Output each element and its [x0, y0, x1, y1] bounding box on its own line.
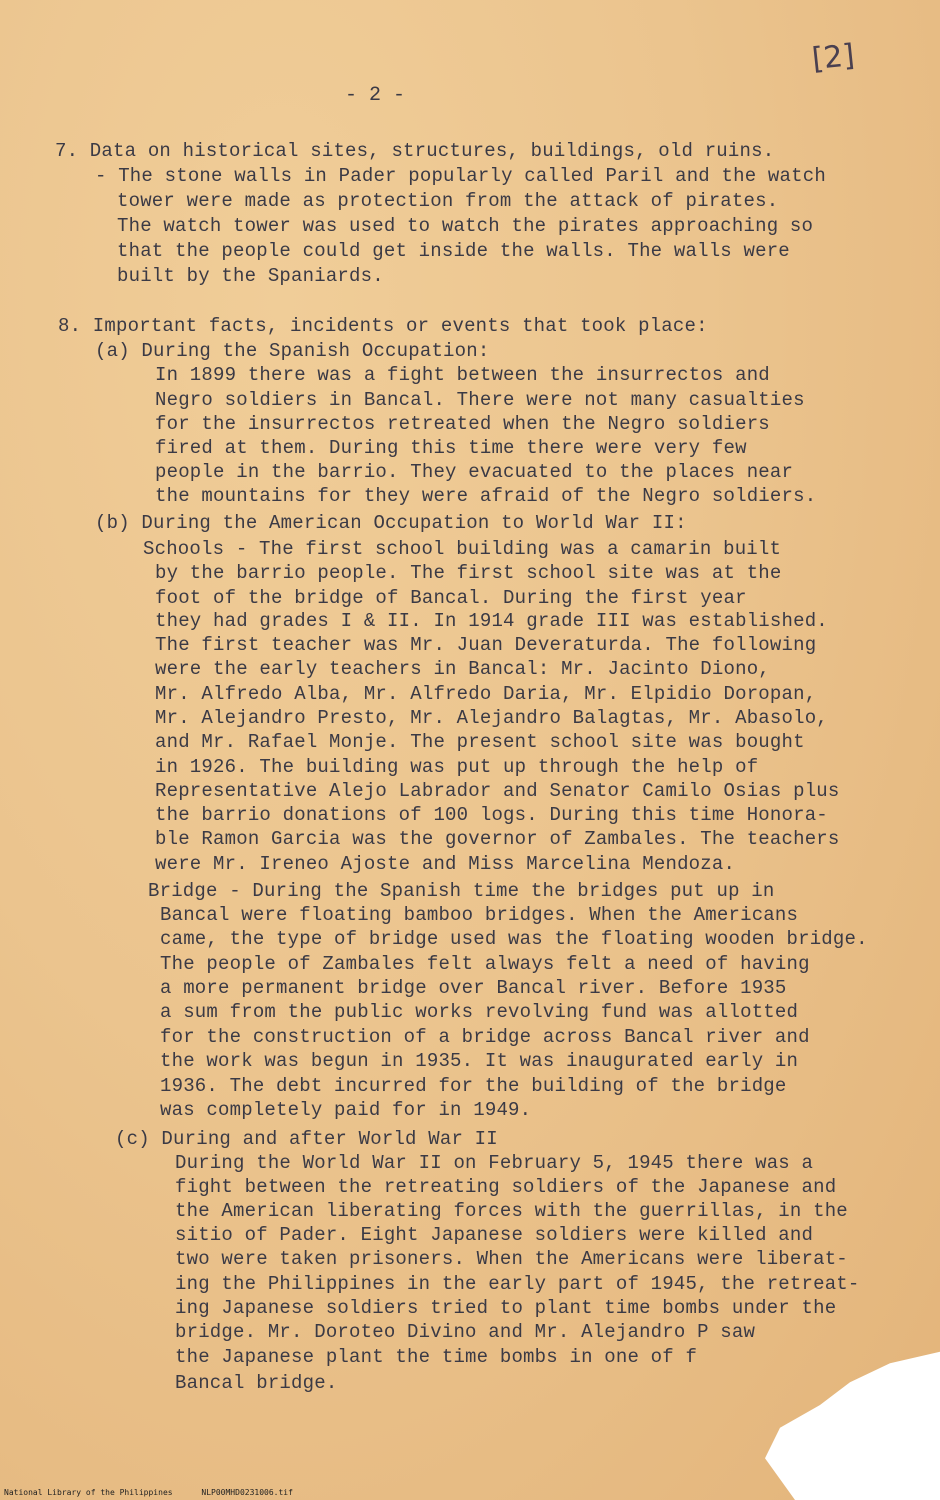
text-line: Bridge - During the Spanish time the bridges put up in	[148, 880, 775, 902]
text-line: Negro soldiers in Bancal. There were not many casualties	[155, 389, 805, 411]
text-line: came, the type of bridge used was the floating wooden bridge.	[160, 928, 868, 950]
text-line: tower were made as protection from the attack of pirates.	[117, 190, 779, 212]
text-line: In 1899 there was a fight between the insurrectos and	[155, 364, 770, 386]
text-line: Mr. Alejandro Presto, Mr. Alejandro Balagtas, Mr. Abasolo,	[155, 707, 828, 729]
text-line: by the barrio people. The first school site was at the	[155, 562, 782, 584]
text-line: The first teacher was Mr. Juan Deveraturda. The following	[155, 634, 817, 656]
text-line: During the World War II on February 5, 1945 there was a	[175, 1152, 814, 1174]
text-line: (b) During the American Occupation to World War II:	[95, 512, 687, 534]
text-line: ing Japanese soldiers tried to plant time bombs under the	[175, 1297, 837, 1319]
page-number: - 2 -	[345, 84, 406, 107]
text-line: 1936. The debt incurred for the building of the bridge	[160, 1075, 787, 1097]
text-line: they had grades I & II. In 1914 grade III was established.	[155, 610, 828, 632]
text-line: for the insurrectos retreated when the Negro soldiers	[155, 413, 770, 435]
text-line: foot of the bridge of Bancal. During the first year	[155, 587, 747, 609]
text-line: Representative Alejo Labrador and Senator Camilo Osias plus	[155, 780, 840, 802]
text-line: fired at them. During this time there were very few	[155, 437, 747, 459]
text-line: were Mr. Ireneo Ajoste and Miss Marcelina Mendoza.	[155, 853, 736, 875]
text-line: the American liberating forces with the guerrillas, in the	[175, 1200, 848, 1222]
text-line: Schools - The first school building was a camarin built	[143, 538, 782, 560]
text-line: in 1926. The building was put up through the help of	[155, 756, 759, 778]
file-id: NLP00MHD0231006.tif	[201, 1488, 293, 1497]
text-line: the work was begun in 1935. It was inaugurated early in	[160, 1050, 799, 1072]
text-line: people in the barrio. They evacuated to the places near	[155, 461, 794, 483]
text-line: Bancal bridge.	[175, 1372, 338, 1394]
text-line: The watch tower was used to watch the pirates approaching so	[117, 215, 814, 237]
text-line: that the people could get inside the walls. The walls were	[117, 240, 790, 262]
text-line: Mr. Alfredo Alba, Mr. Alfredo Daria, Mr. Elpidio Doropan,	[155, 683, 817, 705]
text-line: - The stone walls in Pader popularly called Paril and the watch	[95, 165, 826, 187]
text-line: for the construction of a bridge across Bancal river and	[160, 1026, 810, 1048]
text-line: bridge. Mr. Doroteo Divino and Mr. Alejandro P saw	[175, 1321, 756, 1343]
text-line: built by the Spaniards.	[117, 265, 384, 287]
text-line: sitio of Pader. Eight Japanese soldiers were killed and	[175, 1224, 814, 1246]
text-line: a sum from the public works revolving fund was allotted	[160, 1001, 799, 1023]
text-line: and Mr. Rafael Monje. The present school site was bought	[155, 731, 805, 753]
text-line: was completely paid for in 1949.	[160, 1099, 532, 1121]
text-line: the mountains for they were afraid of the Negro soldiers.	[155, 485, 817, 507]
text-line: fight between the retreating soldiers of the Japanese and	[175, 1176, 837, 1198]
text-line: (c) During and after World War II	[115, 1128, 498, 1150]
text-line: Bancal were floating bamboo bridges. When the Americans	[160, 904, 799, 926]
scan-footer	[4, 1488, 317, 1497]
handwritten-page-mark: [2]	[810, 37, 857, 78]
text-line: were the early teachers in Bancal: Mr. Jacinto Diono,	[155, 658, 770, 680]
text-line: 8. Important facts, incidents or events that took place:	[58, 315, 708, 337]
text-line: ing the Philippines in the early part of 1945, the retreat-	[175, 1273, 860, 1295]
text-line: The people of Zambales felt always felt a need of having	[160, 953, 810, 975]
library-credit: National Library of the Philippines	[4, 1488, 173, 1497]
text-line: ble Ramon Garcia was the governor of Zambales. The teachers	[155, 828, 840, 850]
text-line: the barrio donations of 100 logs. During this time Honora-	[155, 804, 828, 826]
text-line: a more permanent bridge over Bancal river. Before 1935	[160, 977, 787, 999]
text-line: the Japanese plant the time bombs in one of f	[175, 1346, 698, 1368]
text-line: two were taken prisoners. When the Americans were liberat-	[175, 1248, 848, 1270]
text-line: (a) During the Spanish Occupation:	[95, 340, 490, 362]
text-line: 7. Data on historical sites, structures, buildings, old ruins.	[55, 140, 775, 162]
